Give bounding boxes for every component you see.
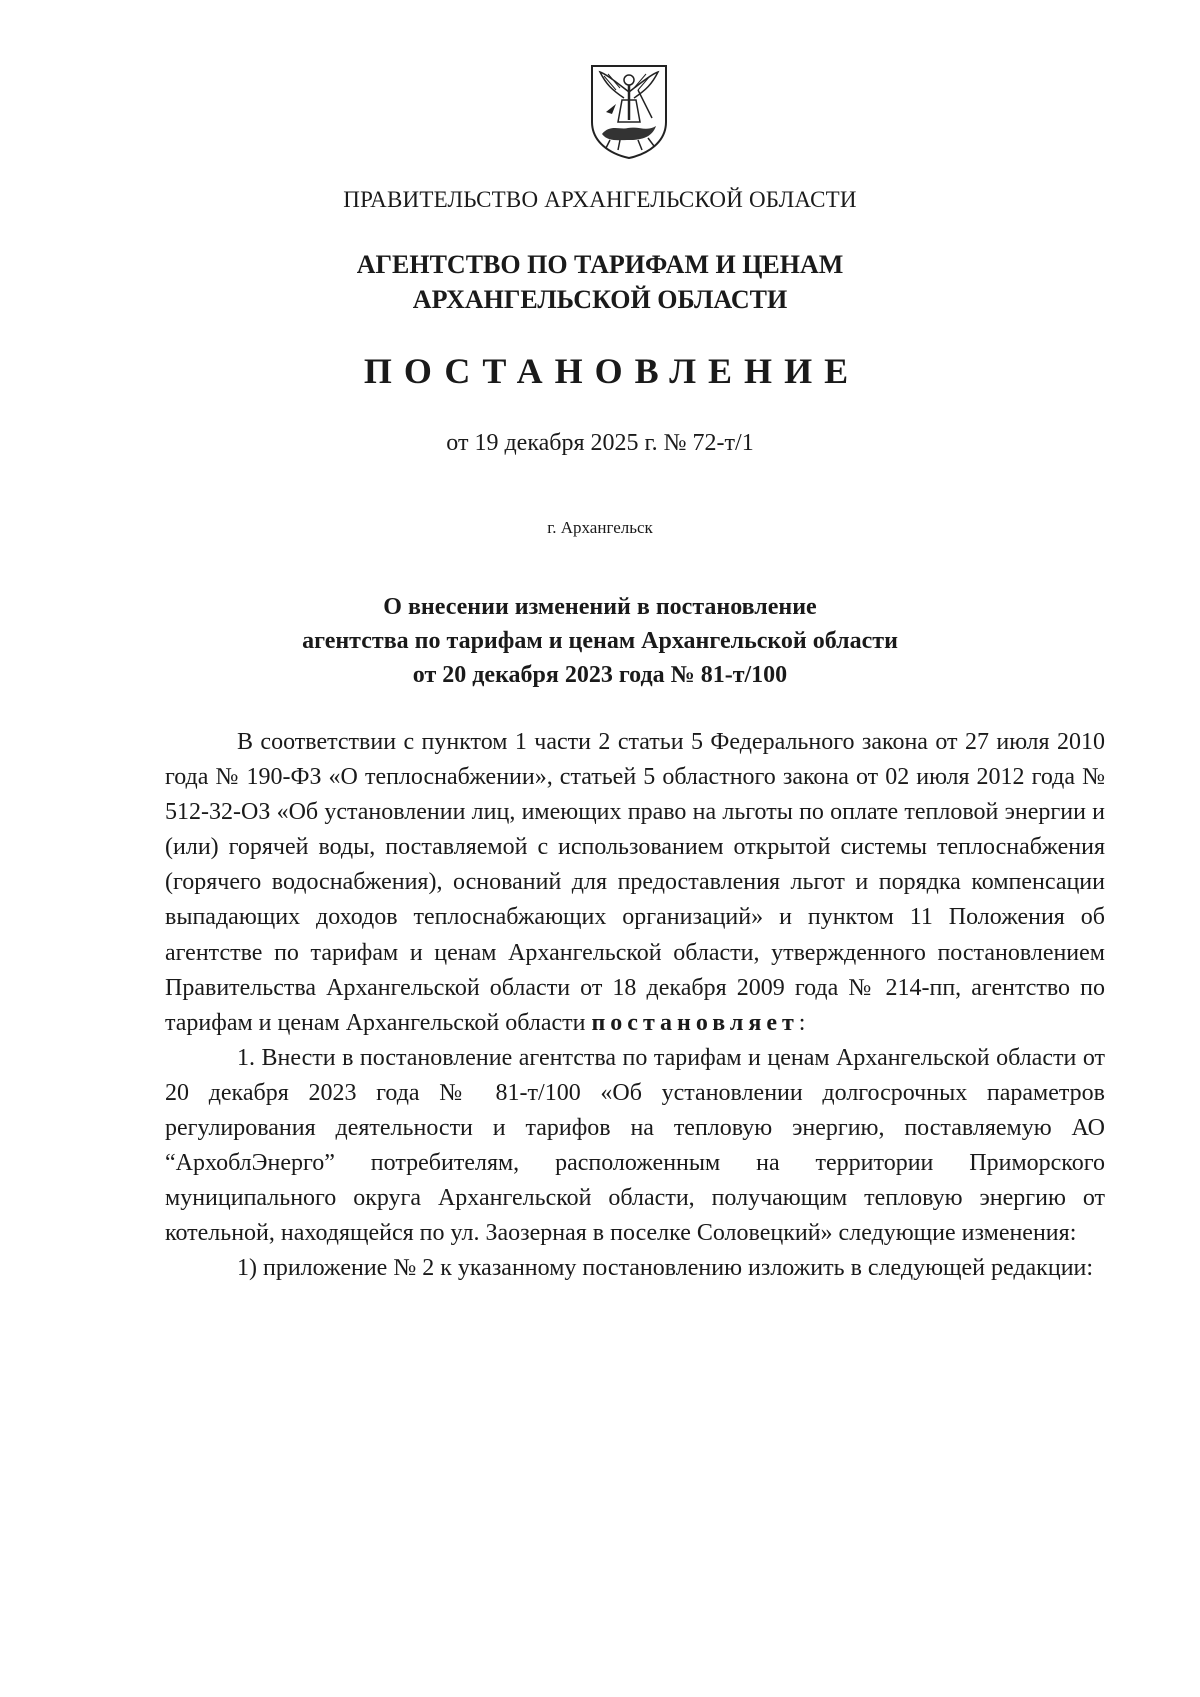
document-city: г. Архангельск	[547, 518, 653, 537]
resolves-colon: :	[798, 1009, 806, 1036]
resolves-word: постановляет	[591, 1009, 799, 1036]
subject-line1: О внесении изменений в постановление	[383, 594, 817, 620]
document-type-title: ПОСТАНОВЛЕНИЕ	[363, 351, 861, 391]
agency-name-line2: АРХАНГЕЛЬСКОЙ ОБЛАСТИ	[412, 285, 788, 314]
point-1-paragraph: 1. Внести в постановление агентства по тарифам и ценам Архангельской области от 20 декабря 2023 года № 81-т/100 «Об установлении долгосрочных параметров регулирования деятельности и тарифов на тепловую энергию, поставляемую АО “АрхоблЭнерго” потребителям, расположенным на территории Приморского муниципального округа Архангельской области, получающим тепловую энергию от котельной, находящейся по ул. Заозерная в поселке Соловецкий» следующие изменения:	[165, 1044, 1105, 1247]
document-date-number: от 19 декабря 2025 г. № 72-т/1	[446, 430, 754, 456]
subpoint-1-paragraph: 1) приложение № 2 к указанному постановлению изложить в следующей редакции:	[237, 1255, 1094, 1282]
document-body	[165, 725, 1105, 1287]
preamble-text: В соответствии с пунктом 1 части 2 статьи 5 Федерального закона от 27 июля 2010 года № 190-ФЗ «О теплоснабжении», статьей 5 областного закона от 02 июля 2012 года № 512-32-ОЗ «Об установлении лиц, имеющих право на льготы по оплате тепловой энергии и (или) горячей воды, поставляемой с использованием открытой системы теплоснабжения (горячего водоснабжения), оснований для предоставления льгот и порядка компенсации выпадающих доходов теплоснабжающих организаций» и пунктом 11 Положения об агентстве по тарифам и ценам Архангельской области, утвержденного постановлением Правительства Архангельской области от 18 декабря 2009 года № 214-пп, агентство по тарифам и ценам Архангельской области	[165, 729, 1105, 1036]
preamble-paragraph	[165, 725, 1105, 1041]
subject-line2: агентства по тарифам и ценам Архангельской области	[302, 628, 898, 654]
agency-name-line1: АГЕНТСТВО ПО ТАРИФАМ И ЦЕНАМ	[356, 250, 844, 279]
coat-of-arms-icon	[586, 60, 672, 160]
government-name: ПРАВИТЕЛЬСТВО АРХАНГЕЛЬСКОЙ ОБЛАСТИ	[343, 187, 857, 212]
subject-line3: от 20 декабря 2023 года № 81-т/100	[412, 662, 788, 688]
document-subject	[0, 590, 1200, 692]
